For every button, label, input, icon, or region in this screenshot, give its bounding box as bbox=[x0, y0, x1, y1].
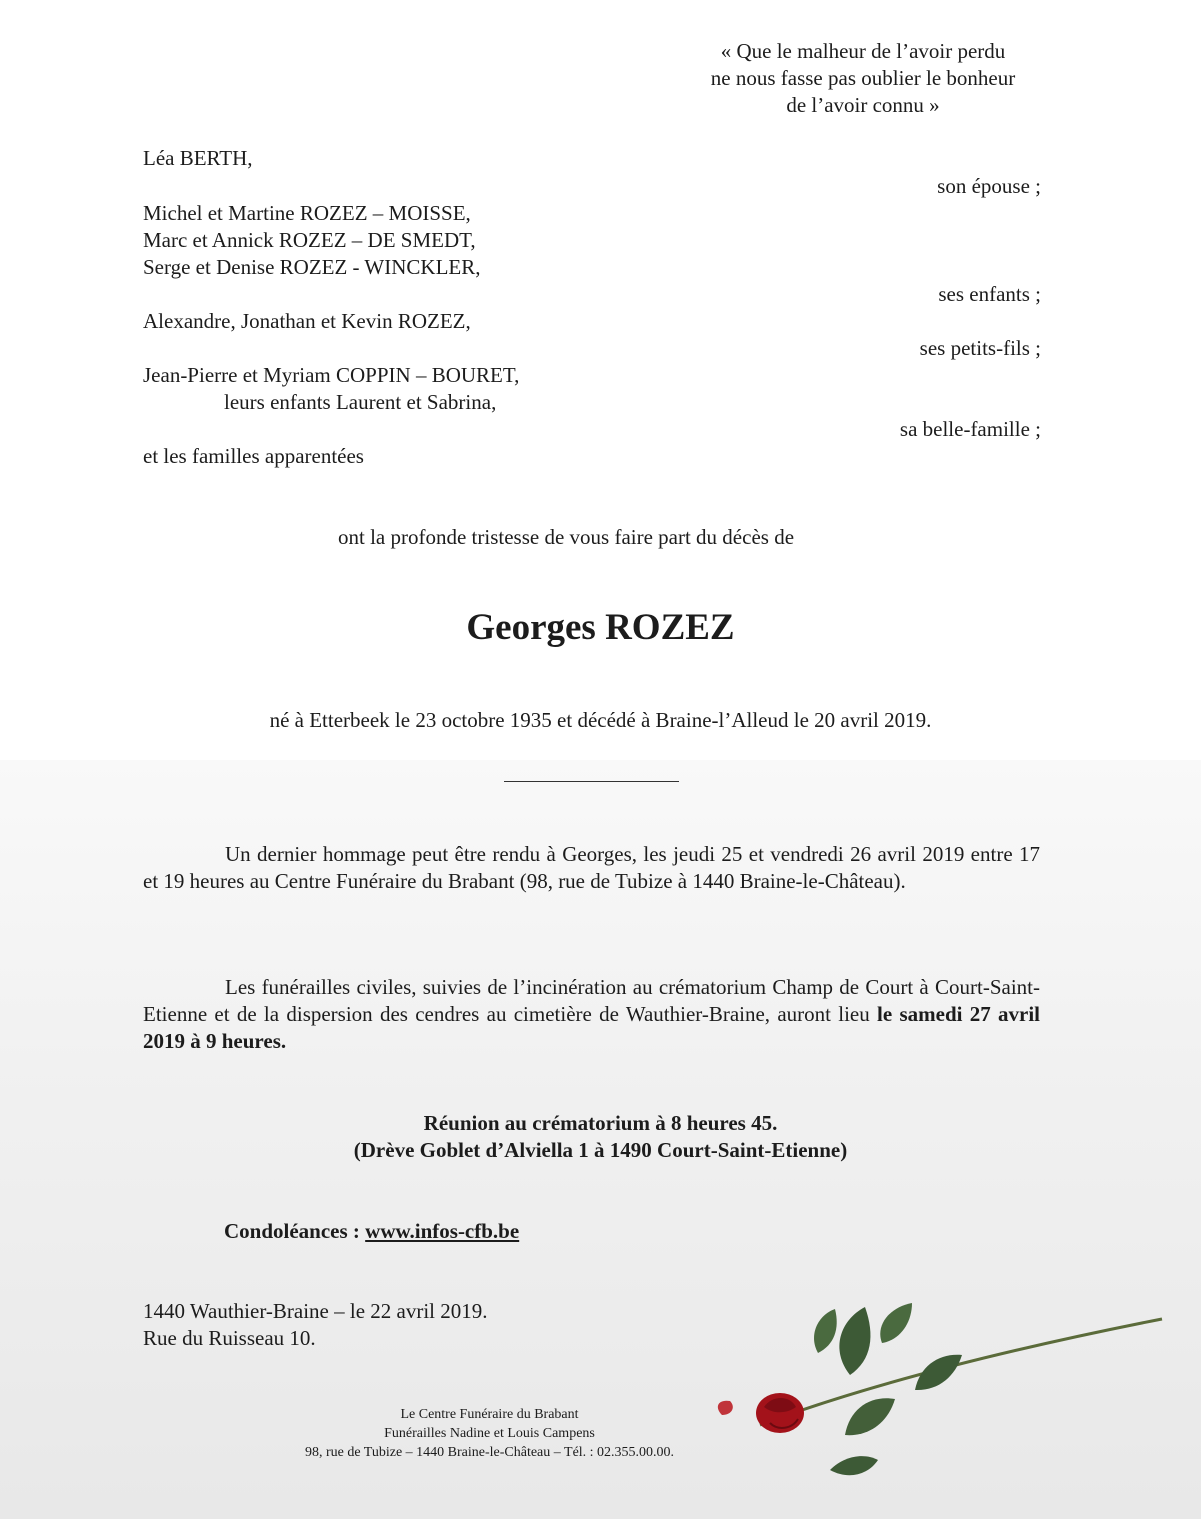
address-line: 1440 Wauthier-Braine – le 22 avril 2019. bbox=[143, 1299, 488, 1323]
epigraph-quote bbox=[640, 38, 1086, 119]
funeral-text: Les funérailles civiles, suivies de l’incinération au crématorium Champ de Court à Court-Saint-Etienne et de la dispersion des cendres au cimetière de Wauthier-Braine, auront lieu bbox=[143, 975, 1040, 1026]
condolences-row bbox=[224, 1218, 519, 1244]
meeting-line: Réunion au crématorium à 8 heures 45. bbox=[423, 1111, 778, 1135]
tribute-text: Un dernier hommage peut être rendu à Georges, les jeudi 25 et vendredi 26 avril 2019 entre 17 et 19 heures au Centre Funéraire du Brabant (98, rue de Tubize à 1440 Braine-le-Château). bbox=[143, 842, 1040, 893]
divider-line bbox=[504, 781, 679, 782]
footer-line: Funérailles Nadine et Louis Campens bbox=[384, 1426, 595, 1441]
rose-illustration bbox=[700, 1295, 1180, 1495]
leaf-icon bbox=[839, 1307, 870, 1375]
children-role: ses enfants ; bbox=[938, 282, 1041, 306]
condolences-link[interactable]: www.infos-cfb.be bbox=[365, 1219, 520, 1243]
footer-line: Le Centre Funéraire du Brabant bbox=[400, 1407, 579, 1422]
funeral-paragraph bbox=[143, 974, 1040, 1055]
tribute-paragraph bbox=[143, 841, 1040, 895]
announcement-line: ont la profonde tristesse de vous faire part du décès de bbox=[338, 525, 795, 549]
spouse-name: Léa BERTH, bbox=[143, 146, 253, 170]
condolences-label: Condoléances : bbox=[224, 1219, 360, 1243]
meeting-address: (Drève Goblet d’Alviella 1 à 1490 Court-Saint-Etienne) bbox=[353, 1138, 848, 1162]
funeral-home-footer bbox=[272, 1405, 707, 1462]
inlaws-role: sa belle-famille ; bbox=[899, 417, 1041, 441]
inlaws-children-line: leurs enfants Laurent et Sabrina, bbox=[224, 390, 497, 414]
spouse-role: son épouse ; bbox=[937, 174, 1041, 198]
leaf-icon bbox=[845, 1398, 895, 1435]
child-line: Marc et Annick ROZEZ – DE SMEDT, bbox=[143, 228, 476, 252]
child-line: Michel et Martine ROZEZ – MOISSE, bbox=[143, 201, 471, 225]
deceased-name: Georges ROZEZ bbox=[466, 607, 735, 648]
leaf-icon bbox=[830, 1456, 878, 1475]
quote-line: « Que le malheur de l’avoir perdu bbox=[720, 39, 1006, 63]
relatives-line: et les familles apparentées bbox=[143, 444, 364, 468]
leaf-icon bbox=[880, 1303, 912, 1343]
birth-death-line: né à Etterbeek le 23 octobre 1935 et décédé à Braine-l’Alleud le 20 avril 2019. bbox=[269, 708, 932, 732]
address-line: Rue du Ruisseau 10. bbox=[143, 1326, 316, 1350]
inlaws-line: Jean-Pierre et Myriam COPPIN – BOURET, bbox=[143, 363, 520, 387]
petal-icon bbox=[718, 1401, 733, 1415]
quote-line: de l’avoir connu » bbox=[786, 93, 940, 117]
leaf-icon bbox=[814, 1309, 837, 1353]
child-line: Serge et Denise ROZEZ - WINCKLER, bbox=[143, 255, 481, 279]
funeral-date: le samedi 27 avril 2019 à 9 heures. bbox=[143, 1002, 1040, 1053]
grandchildren-role: ses petits-fils ; bbox=[919, 336, 1041, 360]
grandchildren-line: Alexandre, Jonathan et Kevin ROZEZ, bbox=[143, 309, 471, 333]
footer-line: 98, rue de Tubize – 1440 Braine-le-Château – Tél. : 02.355.00.00. bbox=[304, 1445, 675, 1460]
quote-line: ne nous fasse pas oublier le bonheur bbox=[710, 66, 1016, 90]
